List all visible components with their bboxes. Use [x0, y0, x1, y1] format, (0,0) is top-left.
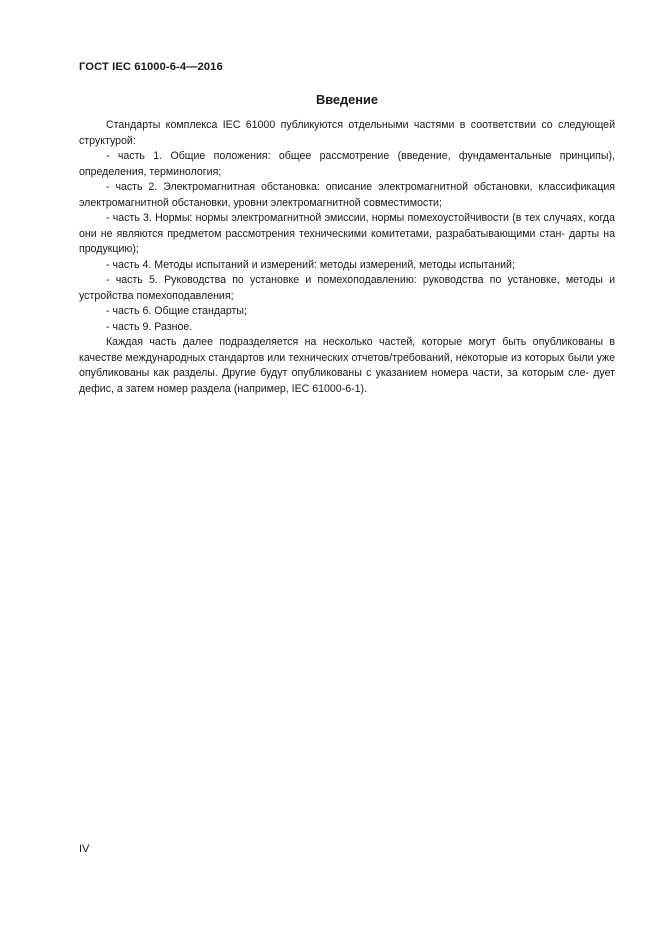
- section-title: Введение: [315, 92, 378, 107]
- list-item: - часть 1. Общие положения: общее рассмотрение (введение, фундаментальные принципы), определения, терминология;: [79, 150, 615, 178]
- document-header: ГОСТ IEC 61000-6-4—2016: [79, 61, 223, 73]
- list-item: - часть 9. Разное.: [106, 320, 193, 333]
- list-item: - часть 3. Нормы: нормы электромагнитной эмиссии, нормы помехоустойчивости (в тех случаях, когда они не являются предметом рассмотрения техническими комитетами, разрабатывающими стан- дарты на продукцию);: [79, 212, 615, 255]
- paragraph: Каждая часть далее подразделяется на несколько частей, которые могут быть опубликованы в качестве международных стандартов или технических отчетов/требований, некоторые из которых были уже опубликованы как разделы. Другие будут опубликованы с указанием номера части, за которым сле- дует дефис, а затем номер раздела (например, IEC 61000-6-1).: [79, 336, 615, 395]
- list-item: - часть 6. Общие стандарты;: [106, 305, 247, 317]
- list-item: - часть 4. Методы испытаний и измерений: методы измерений, методы испытаний;: [106, 258, 515, 271]
- list-item: - часть 2. Электромагнитная обстановка: описание электромагнитной обстановки, классификация электромагнитной обстановки, уровни электромагнитной совместимости;: [79, 181, 615, 209]
- list-item: - часть 5. Руководства по установке и помехоподавлению: руководства по установке, методы и устройства помехоподавления;: [79, 274, 615, 302]
- introduction-body: [79, 118, 615, 397]
- page-number: IV: [79, 843, 90, 855]
- paragraph: Стандарты комплекса IEC 61000 публикуются отдельными частями в соответствии со следующей структурой:: [79, 119, 615, 147]
